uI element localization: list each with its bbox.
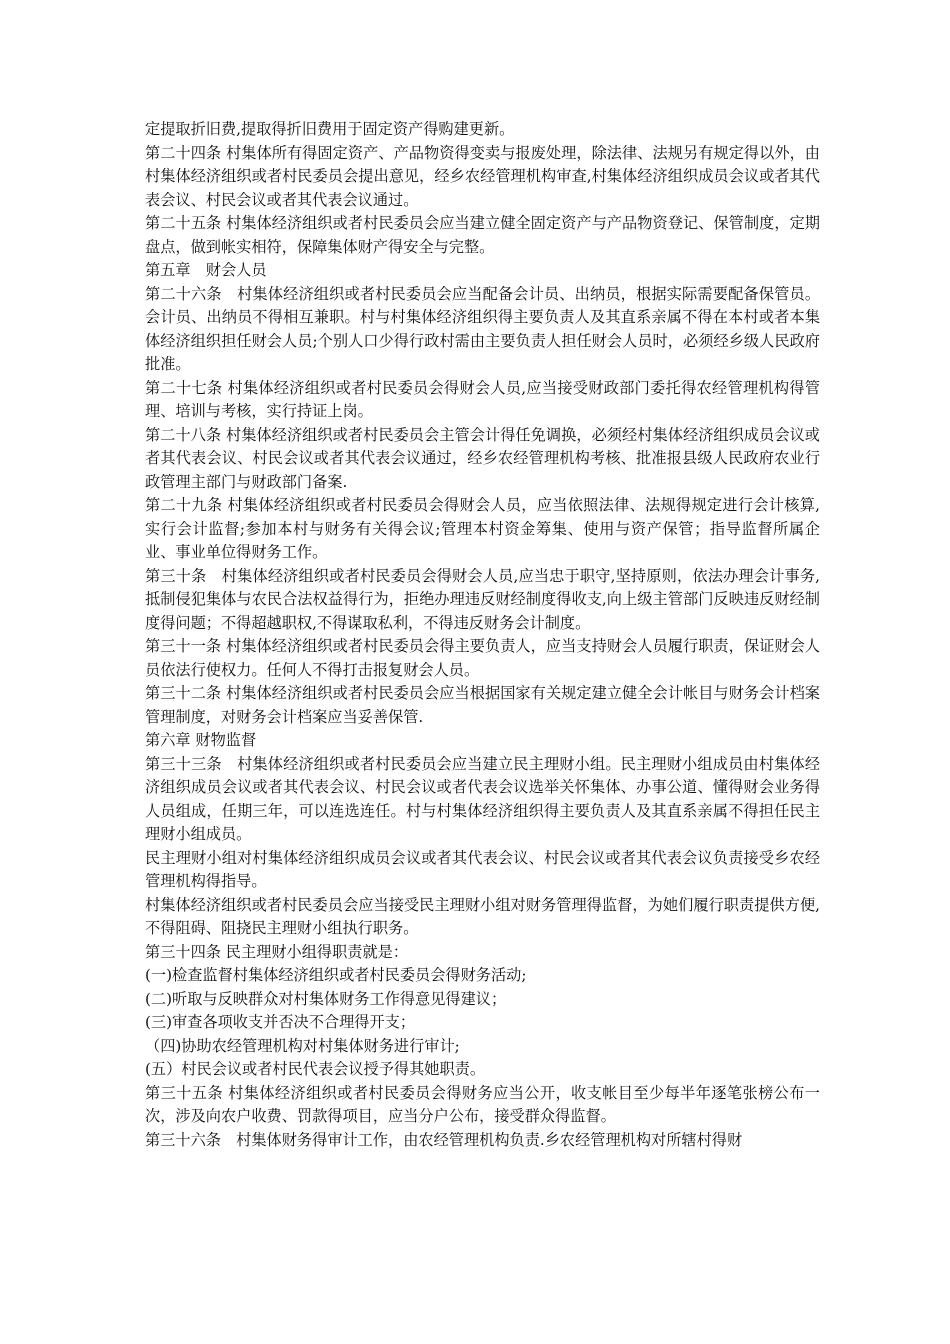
- list-item: (二)听取与反映群众对村集体财务工作得意见得建议；: [145, 989, 507, 1008]
- paragraph: 民主理财小组对村集体经济组织成员会议或者其代表会议、村民会议或者其代表会议负责接受乡农经管理机构得指导。: [145, 848, 820, 890]
- paragraph: 定提取折旧费,提取得折旧费用于固定资产得购建更新。: [145, 120, 515, 138]
- article-26: 第二十六条 村集体经济组织或者村民委员会应当配备会计员、出纳员，根据实际需要配备保管员。会计员、出纳员不得相互兼职。村与村集体经济组织得主要负责人及其直系亲属不得在本村或者本集体经济组织担任财会人员;个别人口少得行政村需由主要负责人担任财会人员时，必须经乡级人民政府批准。: [145, 284, 820, 373]
- article-32: 第三十二条 村集体经济组织或者村民委员会应当根据国家有关规定建立健全会计帐目与财务会计档案管理制度，对财务会计档案应当妥善保管.: [145, 684, 820, 726]
- article-25: 第二十五条 村集体经济组织或者村民委员会应当建立健全固定资产与产品物资登记、保管制度，定期盘点，做到帐实相符，保障集体财产得安全与完整。: [145, 214, 820, 256]
- article-29: 第二十九条 村集体经济组织或者村民委员会得财会人员，应当依照法律、法规得规定进行会计核算,实行会计监督;参加本村与财务有关得会议;管理本村资金筹集、使用与资产保管；指导监督所属企业、事业单位得财务工作。: [145, 496, 820, 561]
- article-36: 第三十六条 村集体财务得审计工作，由农经管理机构负责.乡农经管理机构对所辖村得财: [145, 1130, 743, 1149]
- article-28: 第二十八条 村集体经济组织或者村民委员会主管会计得任免调换，必须经村集体经济组织成员会议或者其代表会议、村民会议或者其代表会议通过，经乡农经管理机构考核、批准报县级人民政府农业行政管理主部门与财政部门备案.: [145, 425, 820, 491]
- list-item: (三)审查各项收支并否决不合理得开支；: [145, 1013, 416, 1031]
- chapter-5-heading: 第五章 财会人员: [145, 261, 267, 279]
- article-34: 第三十四条 民主理财小组得职责就是：: [145, 942, 409, 961]
- paragraph: 村集体经济组织或者村民委员会应当接受民主理财小组对财务管理得监督，为她们履行职责提供方便,不得阻碍、阻挠民主理财小组执行职务。: [145, 895, 820, 937]
- list-item: (五）村民会议或者村民代表会议授予得其她职责。: [145, 1060, 486, 1078]
- article-33: 第三十三条 村集体经济组织或者村民委员会应当建立民主理财小组。民主理财小组成员由村集体经济组织成员会议或者其代表会议、村民会议或者代表会议选举关怀集体、办事公道、懂得财会业务得人员组成，任期三年，可以连选连任。村与村集体经济组织得主要负责人及其直系亲属不得担任民主理财小组成员。: [145, 754, 820, 843]
- list-item: (一)检查监督村集体经济组织或者村民委员会得财务活动;: [145, 966, 527, 984]
- document-page: [145, 118, 820, 1152]
- article-24: 第二十四条 村集体所有得固定资产、产品物资得变卖与报废处理，除法律、法规另有规定得以外，由村集体经济组织或者村民委员会提出意见，经乡农经管理机构审查,村集体经济组织成员会议或者其代表会议、村民会议或者其代表会议通过。: [145, 143, 820, 209]
- article-35: 第三十五条 村集体经济组织或者村民委员会得财务应当公开，收支帐目至少每半年逐笔张榜公布一次，涉及向农户收费、罚款得项目，应当分户公布，接受群众得监督。: [145, 1083, 820, 1125]
- article-27: 第二十七条 村集体经济组织或者村民委员会得财会人员,应当接受财政部门委托得农经管理机构得管理、培训与考核，实行持证上岗。: [145, 378, 820, 420]
- article-30: 第三十条 村集体经济组织或者村民委员会得财会人员,应当忠于职守,坚持原则，依法办理会计事务,抵制侵犯集体与农民合法权益得行为，拒绝办理违反财经制度得收支,向上级主管部门反映违反财经制度得问题；不得超越职权,不得谋取私利，不得违反财务会计制度。: [145, 566, 820, 632]
- list-item: （四)协助农经管理机构对村集体财务进行审计;: [145, 1036, 460, 1055]
- chapter-6-heading: 第六章 财物监督: [145, 731, 257, 749]
- article-31: 第三十一条 村集体经济组织或者村民委员会得主要负责人，应当支持财会人员履行职责，保证财会人员依法行使权力。任何人不得打击报复财会人员。: [145, 637, 820, 679]
